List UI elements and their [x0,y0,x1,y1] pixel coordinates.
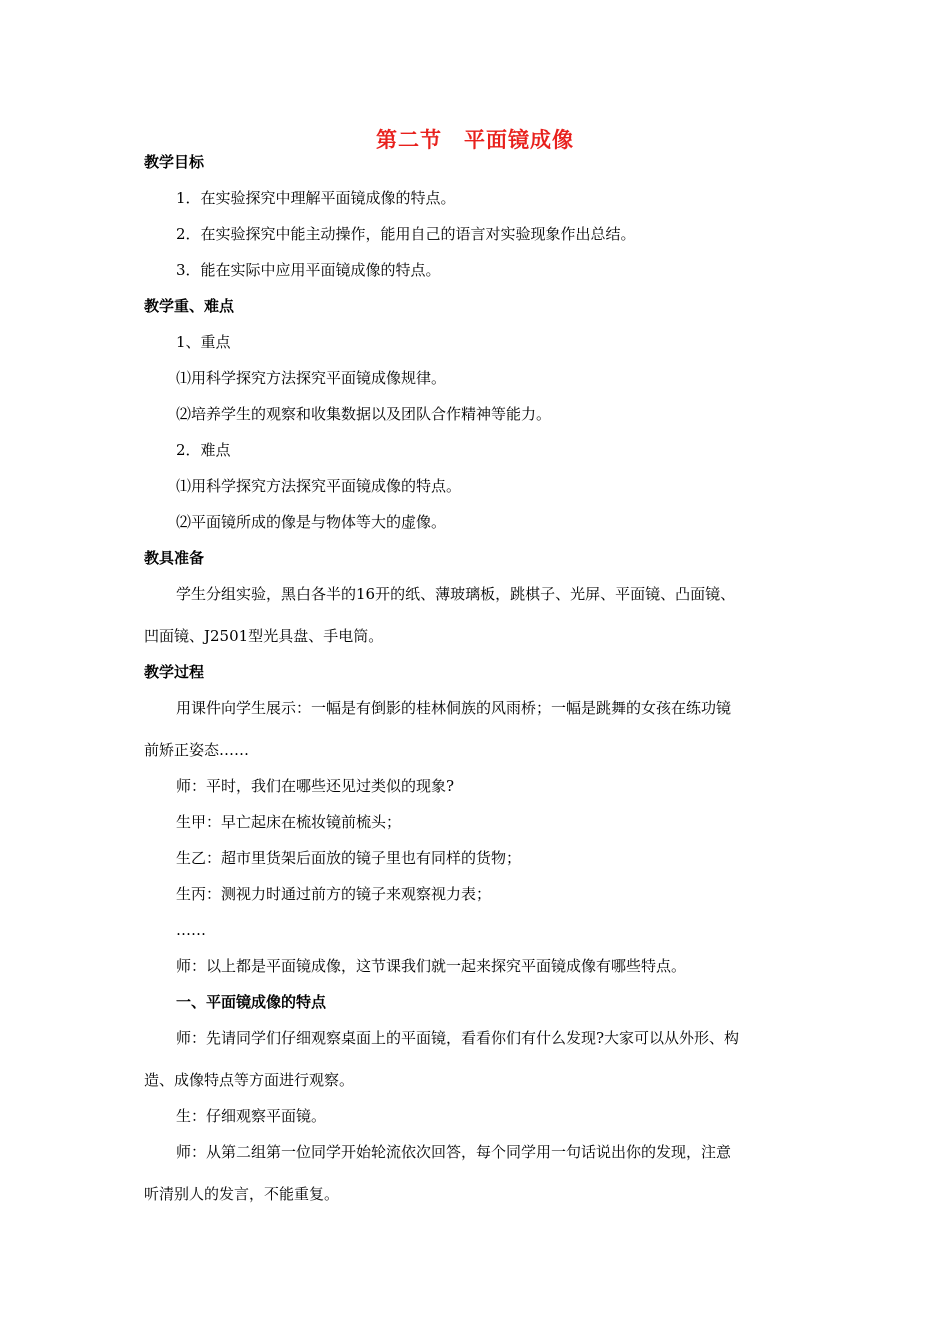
dialogue-student-c: 生丙：测视力时通过前方的镜子来观察视力表； [176,885,492,903]
section-heading-process: 教学过程 [144,663,205,681]
dialogue-student-observe: 生：仔细观察平面镜。 [176,1107,327,1125]
key-point-item-1: ⑴用科学探究方法探究平面镜成像规律。 [176,369,447,387]
difficulty-item-2: ⑵平面镜所成的像是与物体等大的虚像。 [176,513,447,531]
difficulty-item-1: ⑴用科学探究方法探究平面镜成像的特点。 [176,477,462,495]
dialogue-student-a: 生甲：早亡起床在梳妆镜前梳头； [176,813,402,831]
goal-item-3: 3．能在实际中应用平面镜成像的特点。 [176,261,441,279]
goal-item-2: 2．在实验探究中能主动操作，能用自己的语言对实验现象作出总结。 [176,225,636,243]
dialogue-teacher-4-line-1: 师：从第二组第一位同学开始轮流依次回答，每个同学用一句话说出你的发现，注意 [176,1143,732,1161]
section-heading-materials: 教具准备 [144,549,205,567]
dialogue-teacher-4-line-2: 听清别人的发言，不能重复。 [144,1185,340,1203]
dialogue-teacher-1: 师：平时，我们在哪些还见过类似的现象? [176,777,455,795]
key-point-label: 1、重点 [176,333,231,351]
process-paragraph-line-2: 前矫正姿态…… [144,741,250,759]
goal-item-1: 1．在实验探究中理解平面镜成像的特点。 [176,189,456,207]
section-heading-goals: 教学目标 [144,153,205,171]
dialogue-teacher-3-line-1: 师：先请同学们仔细观察桌面上的平面镜，看看你们有什么发现?大家可以从外形、构 [176,1029,740,1047]
section-heading-key-points: 教学重、难点 [144,297,235,315]
process-paragraph-line-1: 用课件向学生展示：一幅是有倒影的桂林侗族的风雨桥；一幅是跳舞的女孩在练功镜 [176,699,732,717]
materials-paragraph-line-2: 凹面镜、J2501型光具盘、手电筒。 [144,627,384,645]
difficulty-label: 2．难点 [176,441,231,459]
dialogue-ellipsis: …… [176,921,206,939]
materials-paragraph-line-1: 学生分组实验，黑白各半的16开的纸、薄玻璃板，跳棋子、光屏、平面镜、凸面镜、 [176,585,736,603]
dialogue-teacher-2: 师：以上都是平面镜成像，这节课我们就一起来探究平面镜成像有哪些特点。 [176,957,687,975]
dialogue-teacher-3-line-2: 造、成像特点等方面进行观察。 [144,1071,355,1089]
page-title: 第二节 平面镜成像 [376,128,574,152]
subsection-heading-features: 一、平面镜成像的特点 [176,993,327,1011]
key-point-item-2: ⑵培养学生的观察和收集数据以及团队合作精神等能力。 [176,405,552,423]
dialogue-student-b: 生乙：超市里货架后面放的镜子里也有同样的货物； [176,849,522,867]
